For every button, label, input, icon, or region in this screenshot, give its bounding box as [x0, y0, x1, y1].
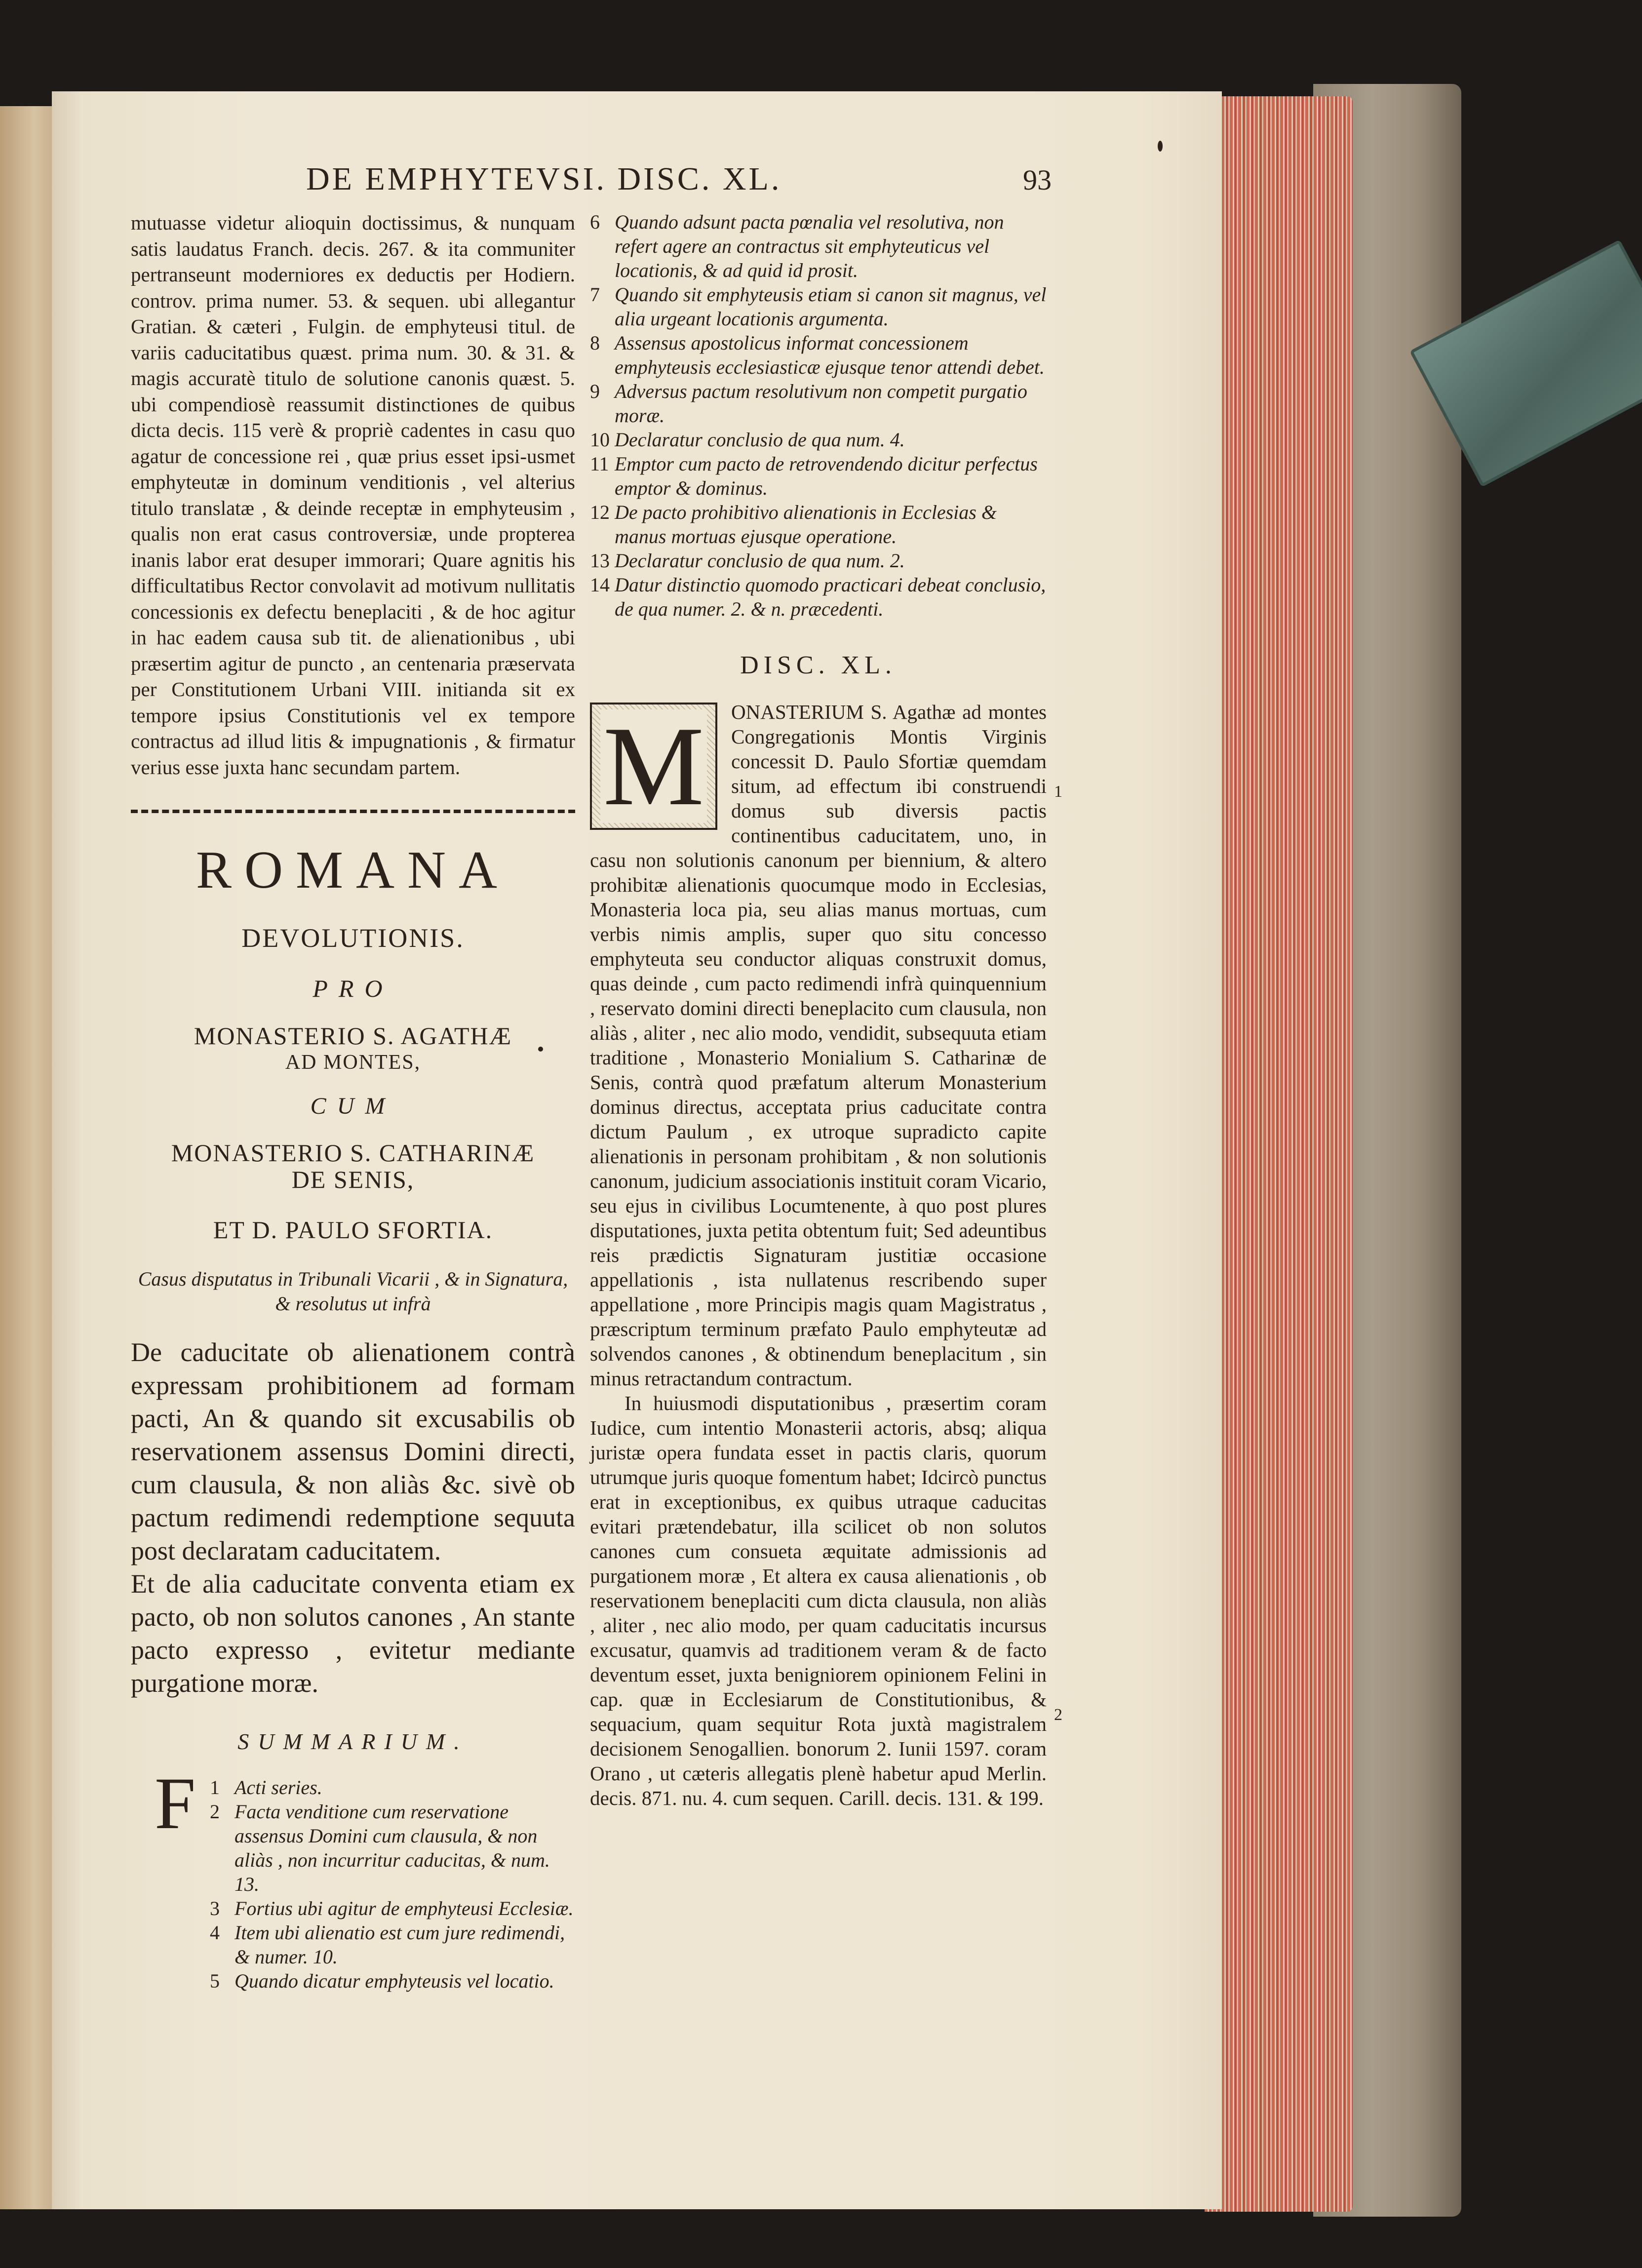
summarium-item-text: Facta venditione cum reservatione assensus Domini cum clausula, & non aliàs , non incurritur caducitas, & num. 13. [235, 1800, 550, 1895]
summarium-item-text: Quando adsunt pacta pœnalia vel resolutiva, non refert agere an contractus sit emphyteuticus vel locationis, & ad quid id prosit. [615, 211, 1004, 281]
summarium-items-right [590, 210, 1047, 621]
facing-page-edge [0, 106, 57, 2209]
party-one-line1: MONASTERIO S. AGATHÆ [194, 1022, 512, 1050]
case-title: ROMANA [195, 841, 510, 899]
ink-spot [1158, 141, 1163, 152]
summarium-item-text: De pacto prohibitivo alienationis in Ecclesias & manus mortuas ejusque operatione. [615, 501, 997, 547]
paragraph-2: In huiusmodi disputationibus , præsertim coram Iudice, cum intentio Monasterii actoris, absq; aliqua juristæ opera fundata esset in pactis claris, quorum utrumque juris quoque fomentum habet; Idcircò punctus erat in exceptionibus, ex quibus utraque caducitas evitari prætendebatur, illa scilicet ob non solutos canones cum consueta æquitate admissionis ad purgationem moræ , Et altera ex causa alienationis , ob reservationem beneplaciti cum dicta clausula, non aliàs , aliter , nec alio modo, per quam caducitatis incursus excusatur, quamvis ad traditionem veram & de facto deventum esset, juxta benigniorem opinionem Felini in cap. quæ in Ecclesiarum de Constitutionibus, & sequacium, quam sequitur Rota juxtà magistralem decisionem Senogallien. bonorum 2. Iunii 1597. coram Orano , ut cæteris allegatis plenè habetur apud Merlin. decis. 871. nu. 4. cum sequen. Carill. decis. 131. & 199. [590, 1392, 1047, 1809]
summarium-item [590, 282, 1047, 331]
section-rule [131, 810, 575, 820]
summarium-item-number: 7 [590, 283, 600, 306]
disc-heading: DISC. XL. [740, 651, 897, 679]
summarium-item-text: Adversus pactum resolutivum non competit purgatio moræ. [615, 380, 1027, 427]
summarium-item [590, 331, 1047, 379]
party-two-line2: DE SENIS, [291, 1166, 415, 1193]
summarium-item-text: Declaratur conclusio de qua num. 4. [615, 429, 905, 451]
summarium-heading: SUMMARIUM. [237, 1729, 469, 1754]
running-title: DE EMPHYTEVSI. DISC. XL. [306, 161, 782, 197]
party-one-line2: AD MONTES, [285, 1051, 421, 1074]
argument-paragraph-2: Et de alia caducitate conventa etiam ex pacto, ob non solutos canones , An stante pacto expresso , evitetur mediante purgatione moræ. [131, 1569, 575, 1698]
summarium-item-text: Datur distinctio quomodo practicari debeat conclusio, de qua numer. 2. & n. præcedenti. [615, 574, 1046, 620]
summarium-item-text: Declaratur conclusio de qua num. 2. [615, 549, 905, 572]
page-number: 93 [1023, 164, 1052, 196]
left-column [131, 210, 575, 1993]
summarium-item [210, 1896, 575, 1920]
summarium-item-number: 6 [590, 211, 600, 233]
summarium-item-text: Acti series. [235, 1776, 322, 1799]
intro-paragraph: mutuasse videtur alioquin doctissimus, & nunquam satis laudatus Franch. decis. 267. & ita communiter pertranseunt moderniores ex deductis per Hodiern. controv. prima numer. 53. & sequen. ubi allegantur Gratian. & cæteri , Fulgin. de emphyteusi titul. de variis caducitatibus quæst. prima num. 30. & 31. & magis accuratè titulo de solutione canonis quæst. 5. ubi compendiosè reassumit distinctiones de quibus dicta decis. 115 verè & propriè cadentes in casu quo agatur de concessione rei , quæ prius esset ipsi-usmet emphyteutæ in dominum venditionis , vel alterius titulo translatæ , & deinde receptæ in emphyteusim , qualis non erat casus controversiæ, unde propterea inanis labor erat desuper immorari; Quare agnitis his difficultatibus Rector convolavit ad motivum nullitatis concessionis ex defectu beneplaciti , & de hoc agitur in hac eadem causa sub tit. de alienationibus , ubi præsertim agitur de puncto , an centenaria præservata per Constitutionem Urbani VIII. initianda sit ex tempore ipsius Constitutionis vel ex tempore contractus ad illud litis & impugnationis , & firmatur verius esse juxta hanc secundam partem. [131, 211, 575, 779]
summarium-item-text: Item ubi alienatio est cum jure redimendi, & numer. 10. [235, 1921, 565, 1968]
summarium-item [210, 1799, 575, 1896]
cum-label: CUM [310, 1093, 396, 1119]
summarium-item-number: 12 [590, 501, 610, 523]
summarium-item-number: 5 [210, 1970, 220, 1992]
summarium-item [590, 548, 1047, 573]
case-subtitle: DEVOLUTIONIS. [241, 923, 465, 953]
summarium-item-number: 11 [590, 453, 609, 475]
summarium-item [590, 379, 1047, 428]
summarium-item-text: Quando sit emphyteusis etiam si canon sit magnus, vel alia urgeant locationis argumenta. [615, 283, 1047, 330]
summarium-item-number: 1 [210, 1776, 220, 1799]
summarium-initial: F [155, 1762, 196, 1844]
margin-mark-2: 2 [1054, 1706, 1062, 1724]
right-column [590, 210, 1047, 1810]
pro-label: PRO [313, 975, 393, 1002]
summarium-item-number: 10 [590, 429, 610, 451]
summarium-item [590, 428, 1047, 452]
summarium-items-left [210, 1775, 575, 1993]
paragraph-1: ONASTERIUM S. Agathæ ad montes Congregationis Montis Virginis concessit D. Paulo Sfortiæ quemdam situm, ad effectum ibi construendi domus sub diversis pactis continentibus caducitatem, uno, in casu non solutionis canonum per biennium, & altero prohibitæ alienationis quocumque modo in Ecclesias, Monasteria loca pia, seu alias manus mortuas, cum verbis nimis amplis, super quo situ concesso emphyteuta seu conductor aliquas construxit domus, quas deinde , cum pacto redimendi infrà quinquennium , reservato domini directi beneplacito cum clausula, non aliàs , aliter , nec alio modo, vendidit, subsequuta etiam traditione , Monasterio Monialium S. Catharinæ de Senis, contrà quod præfatum alterum Monasterium dominus directus, acceptata prius caducitate contra dictum Paulum , ex utroque supradicto capite alienationis in personam prohibitam , & non solutionis canonum, judicium associationis instituit coram Vicario, seu ejus in civilibus Locumtenente, à quo post plures disputationes, juxta petita obtentum fuit; Sed adeuntibus reis prædictis Signaturam justitiæ occasione appellationis , ista nullatenus rescribendo super appellatione , more Principis magis quam Magistratus , præscriptum terminum præfato Paulo emphyteutæ ad solvendos canones , & obtinendum beneplacitum , sin minus retractandum contractum. [590, 701, 1047, 1390]
summarium-item [590, 573, 1047, 621]
page-header [276, 160, 1052, 205]
decorated-initial [590, 703, 717, 830]
page-block-edges [1205, 96, 1353, 2212]
party-two-line1: MONASTERIO S. CATHARINÆ [171, 1139, 535, 1167]
main-paragraph [590, 700, 1047, 1391]
summarium-item-number: 2 [210, 1800, 220, 1823]
ink-spot [538, 1047, 543, 1052]
initial-letter: M [600, 709, 707, 823]
summarium-item-number: 14 [590, 574, 610, 596]
summarium-item-number: 13 [590, 549, 610, 572]
summarium-item-text: Assensus apostolicus informat concessionem emphyteusis ecclesiasticæ ejusque tenor attendi debet. [615, 332, 1045, 378]
summarium-item [590, 210, 1047, 282]
summarium-item [210, 1920, 575, 1969]
summarium-item-number: 3 [210, 1897, 220, 1919]
argument-paragraph-1: De caducitate ob alienationem contrà expressam prohibitionem ad formam pacti, An & quando sit excusabilis ob reservationem assensus Domini directi, cum clausula, & non aliàs &c. sivè ob pactum redimendi redemptione sequuta post declaratam caducitatem. [131, 1337, 575, 1565]
summarium-item [210, 1775, 575, 1799]
summarium-item-number: 8 [590, 332, 600, 354]
margin-mark-1: 1 [1054, 782, 1062, 801]
summarium-item-text: Quando dicatur emphyteusis vel locatio. [235, 1970, 554, 1992]
summarium-item [210, 1969, 575, 1993]
summarium-item-number: 9 [590, 380, 600, 402]
casus-note: Casus disputatus in Tribunali Vicarii , & in Signatura, & resolutus ut infrà [138, 1268, 568, 1315]
summarium-item-number: 4 [210, 1921, 220, 1944]
party-three: ET D. PAULO SFORTIA. [213, 1216, 493, 1244]
summarium-item-text: Fortius ubi agitur de emphyteusi Ecclesiæ. [235, 1897, 574, 1919]
summarium-item-text: Emptor cum pacto de retrovendendo dicitur perfectus emptor & dominus. [615, 453, 1038, 499]
summarium-list-left [131, 1762, 575, 1993]
summarium-item [590, 500, 1047, 548]
summarium-item [590, 452, 1047, 500]
